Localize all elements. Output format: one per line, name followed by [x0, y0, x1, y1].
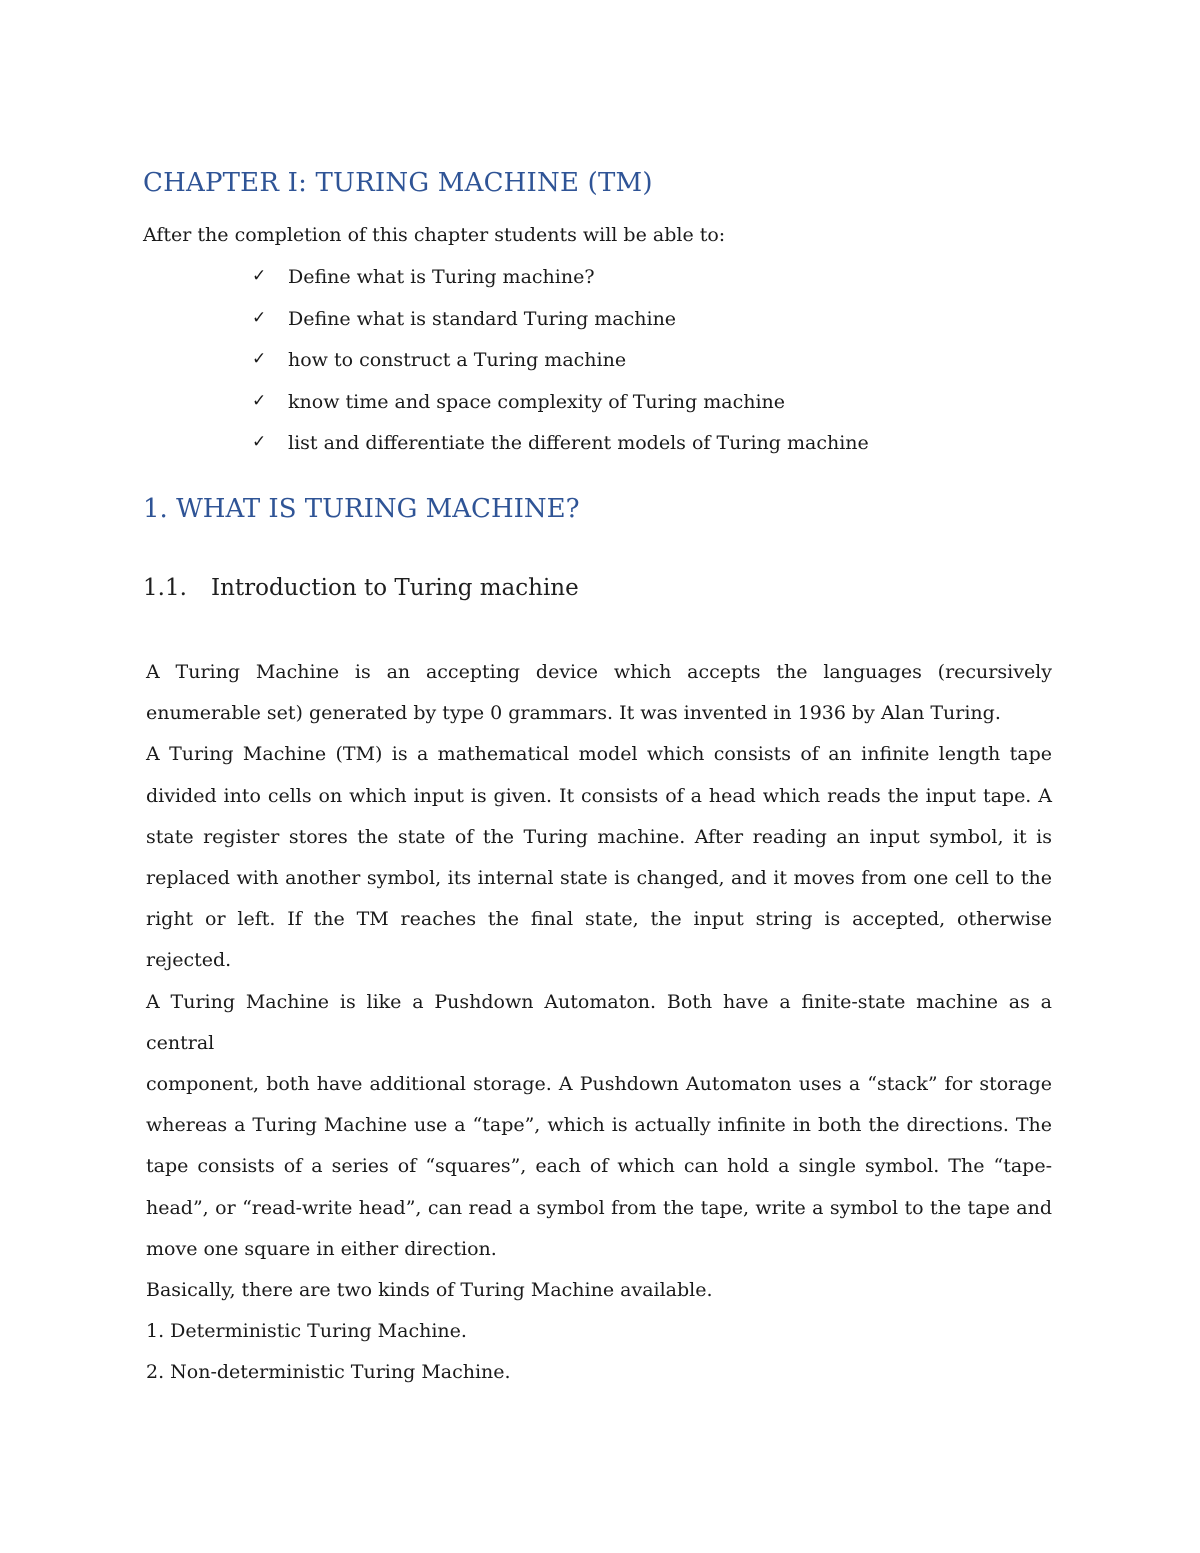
chapter-title: CHAPTER I: TURING MACHINE (TM) [143, 168, 653, 198]
intro-text: After the completion of this chapter students will be able to: [143, 224, 726, 246]
objective-text: Define what is standard Turing machine [288, 307, 677, 330]
paragraph: component, both have additional storage. A Pushdown Automaton uses a “stack” for storage whereas a Turing Machine use a “tape”, which is actually infinite in both the directions. The tape consists of a series of “squares”, each of which can hold a single symbol. The “tape-head”, or “read-write head”, can read a symbol from the tape, write a symbol to the tape and move one square in either direction. [146, 1073, 1052, 1260]
checkmark-icon: ✓ [252, 432, 267, 452]
checkmark-icon: ✓ [252, 349, 267, 369]
list-item: 2. Non-deterministic Turing Machine. [146, 1361, 511, 1384]
objective-item [252, 348, 869, 390]
paragraph: A Turing Machine is an accepting device which accepts the languages (recursively enumerable set) generated by type 0 grammars. It was invented in 1936 by Alan Turing. [146, 661, 1052, 725]
checkmark-icon: ✓ [252, 307, 267, 328]
objective-item [252, 307, 869, 349]
objective-text: how to construct a Turing machine [288, 349, 627, 371]
objective-text: know time and space complexity of Turing machine [288, 390, 786, 413]
paragraph: A Turing Machine is like a Pushdown Automaton. Both have a finite-state machine as a central [146, 990, 1052, 1054]
objective-item [252, 431, 869, 473]
body-text [146, 652, 1052, 1394]
subsection-title: Introduction to Turing machine [211, 575, 579, 601]
subsection-number: 1.1. [143, 575, 187, 601]
objective-item [252, 390, 869, 432]
objective-text: list and differentiate the different models of Turing machine [288, 432, 869, 454]
subsection-heading [143, 575, 579, 601]
objective-text: Define what is Turing machine? [288, 266, 595, 288]
paragraph: A Turing Machine (TM) is a mathematical model which consists of an infinite length tape divided into cells on which input is given. It consists of a head which reads the input tape. A state register stores the state of the Turing machine. After reading an input symbol, it is replaced with another symbol, its internal state is changed, and it moves from one cell to the right or left. If the TM reaches the final state, the input string is accepted, otherwise rejected. [146, 743, 1052, 972]
objectives-list [252, 265, 869, 473]
section-title: 1. WHAT IS TURING MACHINE? [143, 494, 580, 524]
list-item: 1. Deterministic Turing Machine. [146, 1320, 467, 1343]
checkmark-icon: ✓ [252, 390, 267, 411]
objective-item [252, 265, 869, 307]
checkmark-icon: ✓ [252, 266, 267, 286]
paragraph: Basically, there are two kinds of Turing Machine available. [146, 1279, 713, 1302]
